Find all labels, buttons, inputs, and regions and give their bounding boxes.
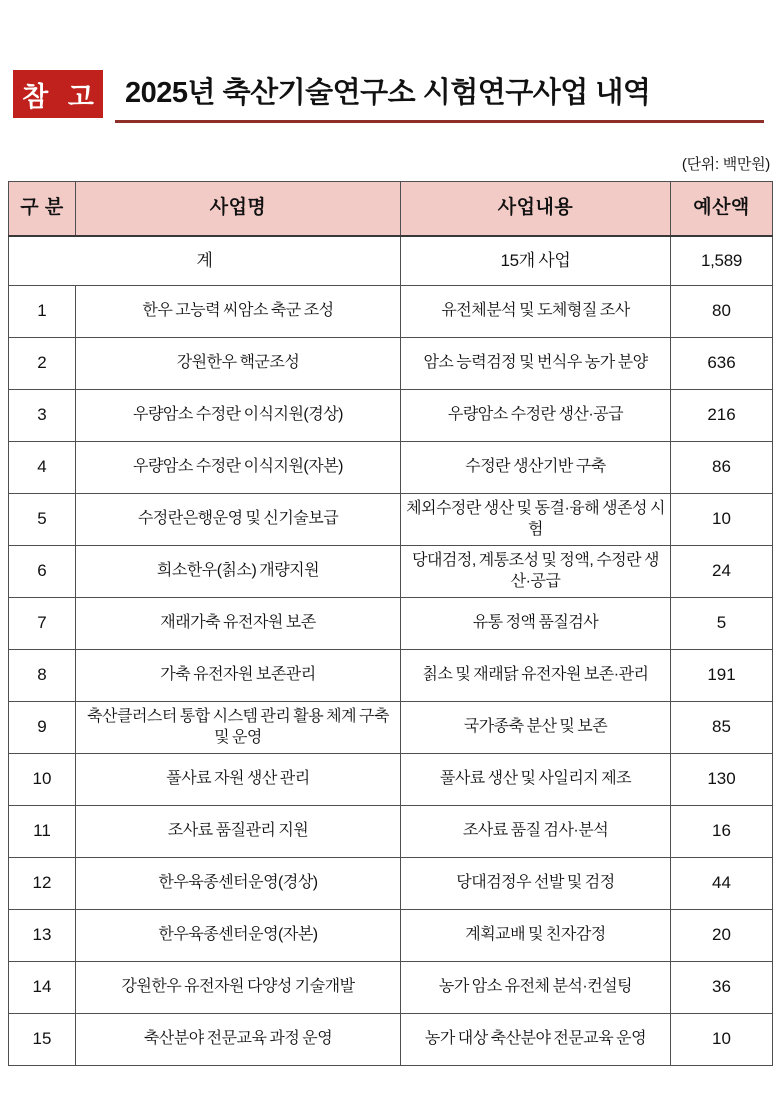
cell-project-content: 암소 능력검정 및 번식우 농가 분양 (401, 338, 671, 390)
cell-budget: 44 (671, 858, 773, 910)
cell-budget: 24 (671, 546, 773, 598)
cell-project-name: 가축 유전자원 보존관리 (76, 650, 401, 702)
cell-project-name: 희소한우(칡소) 개량지원 (76, 546, 401, 598)
cell-project-name: 축산분야 전문교육 과정 운영 (76, 1014, 401, 1066)
cell-project-name: 한우 고능력 씨암소 축군 조성 (76, 286, 401, 338)
cell-budget: 20 (671, 910, 773, 962)
cell-project-content: 유통 정액 품질검사 (401, 598, 671, 650)
table-body (9, 236, 773, 1066)
cell-project-content: 국가종축 분산 및 보존 (401, 702, 671, 754)
table-row (9, 598, 773, 650)
cell-budget: 85 (671, 702, 773, 754)
cell-number: 10 (9, 754, 76, 806)
cell-project-name: 재래가축 유전자원 보존 (76, 598, 401, 650)
unit-note: (단위: 백만원) (681, 156, 770, 173)
table-row (9, 494, 773, 546)
cell-number: 2 (9, 338, 76, 390)
table-header-row (9, 182, 773, 236)
document-header (0, 0, 780, 123)
cell-number: 13 (9, 910, 76, 962)
cell-project-name: 강원한우 핵군조성 (76, 338, 401, 390)
table-row (9, 858, 773, 910)
table-row (9, 754, 773, 806)
cell-project-content: 계획교배 및 친자감정 (401, 910, 671, 962)
table-row (9, 962, 773, 1014)
cell-budget: 216 (671, 390, 773, 442)
cell-project-content: 풀사료 생산 및 사일리지 제조 (401, 754, 671, 806)
cell-project-content: 조사료 품질 검사·분석 (401, 806, 671, 858)
cell-number: 9 (9, 702, 76, 754)
table-row (9, 286, 773, 338)
cell-budget: 5 (671, 598, 773, 650)
cell-project-name: 강원한우 유전자원 다양성 기술개발 (76, 962, 401, 1014)
table-row (9, 390, 773, 442)
cell-budget: 636 (671, 338, 773, 390)
cell-project-name: 한우육종센터운영(자본) (76, 910, 401, 962)
cell-project-content: 유전체분석 및 도체형질 조사 (401, 286, 671, 338)
cell-project-name: 우량암소 수정란 이식지원(경상) (76, 390, 401, 442)
cell-number: 3 (9, 390, 76, 442)
table-row (9, 910, 773, 962)
cell-number: 4 (9, 442, 76, 494)
cell-project-name: 우량암소 수정란 이식지원(자본) (76, 442, 401, 494)
header-cell-budget: 예산액 (671, 182, 773, 236)
table-row (9, 442, 773, 494)
cell-budget: 16 (671, 806, 773, 858)
table-row (9, 338, 773, 390)
cell-project-content: 우량암소 수정란 생산·공급 (401, 390, 671, 442)
cell-budget: 36 (671, 962, 773, 1014)
cell-budget: 80 (671, 286, 773, 338)
table-row (9, 1014, 773, 1066)
cell-project-content: 당대검정, 계통조성 및 정액, 수정란 생산·공급 (401, 546, 671, 598)
cell-number: 11 (9, 806, 76, 858)
cell-number: 7 (9, 598, 76, 650)
cell-budget: 130 (671, 754, 773, 806)
header-cell-project-name: 사업명 (76, 182, 401, 236)
total-budget: 1,589 (671, 236, 773, 286)
cell-project-content: 체외수정란 생산 및 동결·융해 생존성 시험 (401, 494, 671, 546)
cell-budget: 86 (671, 442, 773, 494)
title-underline (115, 70, 764, 123)
cell-number: 6 (9, 546, 76, 598)
cell-budget: 10 (671, 1014, 773, 1066)
cell-project-content: 당대검정우 선발 및 검정 (401, 858, 671, 910)
table-row (9, 650, 773, 702)
cell-project-name: 조사료 품질관리 지원 (76, 806, 401, 858)
header-cell-project-content: 사업내용 (401, 182, 671, 236)
cell-number: 15 (9, 1014, 76, 1066)
cell-number: 14 (9, 962, 76, 1014)
header-cell-category: 구 분 (9, 182, 76, 236)
cell-number: 12 (9, 858, 76, 910)
cell-project-content: 농가 대상 축산분야 전문교육 운영 (401, 1014, 671, 1066)
total-content: 15개 사업 (401, 236, 671, 286)
cell-project-name: 수정란은행운영 및 신기술보급 (76, 494, 401, 546)
cell-budget: 191 (671, 650, 773, 702)
cell-project-name: 풀사료 자원 생산 관리 (76, 754, 401, 806)
cell-number: 8 (9, 650, 76, 702)
table-row (9, 702, 773, 754)
cell-project-content: 칡소 및 재래닭 유전자원 보존·관리 (401, 650, 671, 702)
table-row (9, 806, 773, 858)
total-row (9, 236, 773, 286)
cell-project-content: 수정란 생산기반 구축 (401, 442, 671, 494)
page-title: 2025년 축산기술연구소 시험연구사업 내역 (125, 77, 651, 109)
cell-number: 1 (9, 286, 76, 338)
table-row (9, 546, 773, 598)
cell-project-name: 한우육종센터운영(경상) (76, 858, 401, 910)
total-label: 계 (9, 236, 401, 286)
cell-number: 5 (9, 494, 76, 546)
cell-project-content: 농가 암소 유전체 분석·컨설팅 (401, 962, 671, 1014)
cell-budget: 10 (671, 494, 773, 546)
reference-badge: 참 고 (13, 70, 103, 118)
cell-project-name: 축산클러스터 통합 시스템 관리 활용 체계 구축 및 운영 (76, 702, 401, 754)
projects-table (8, 181, 773, 1066)
